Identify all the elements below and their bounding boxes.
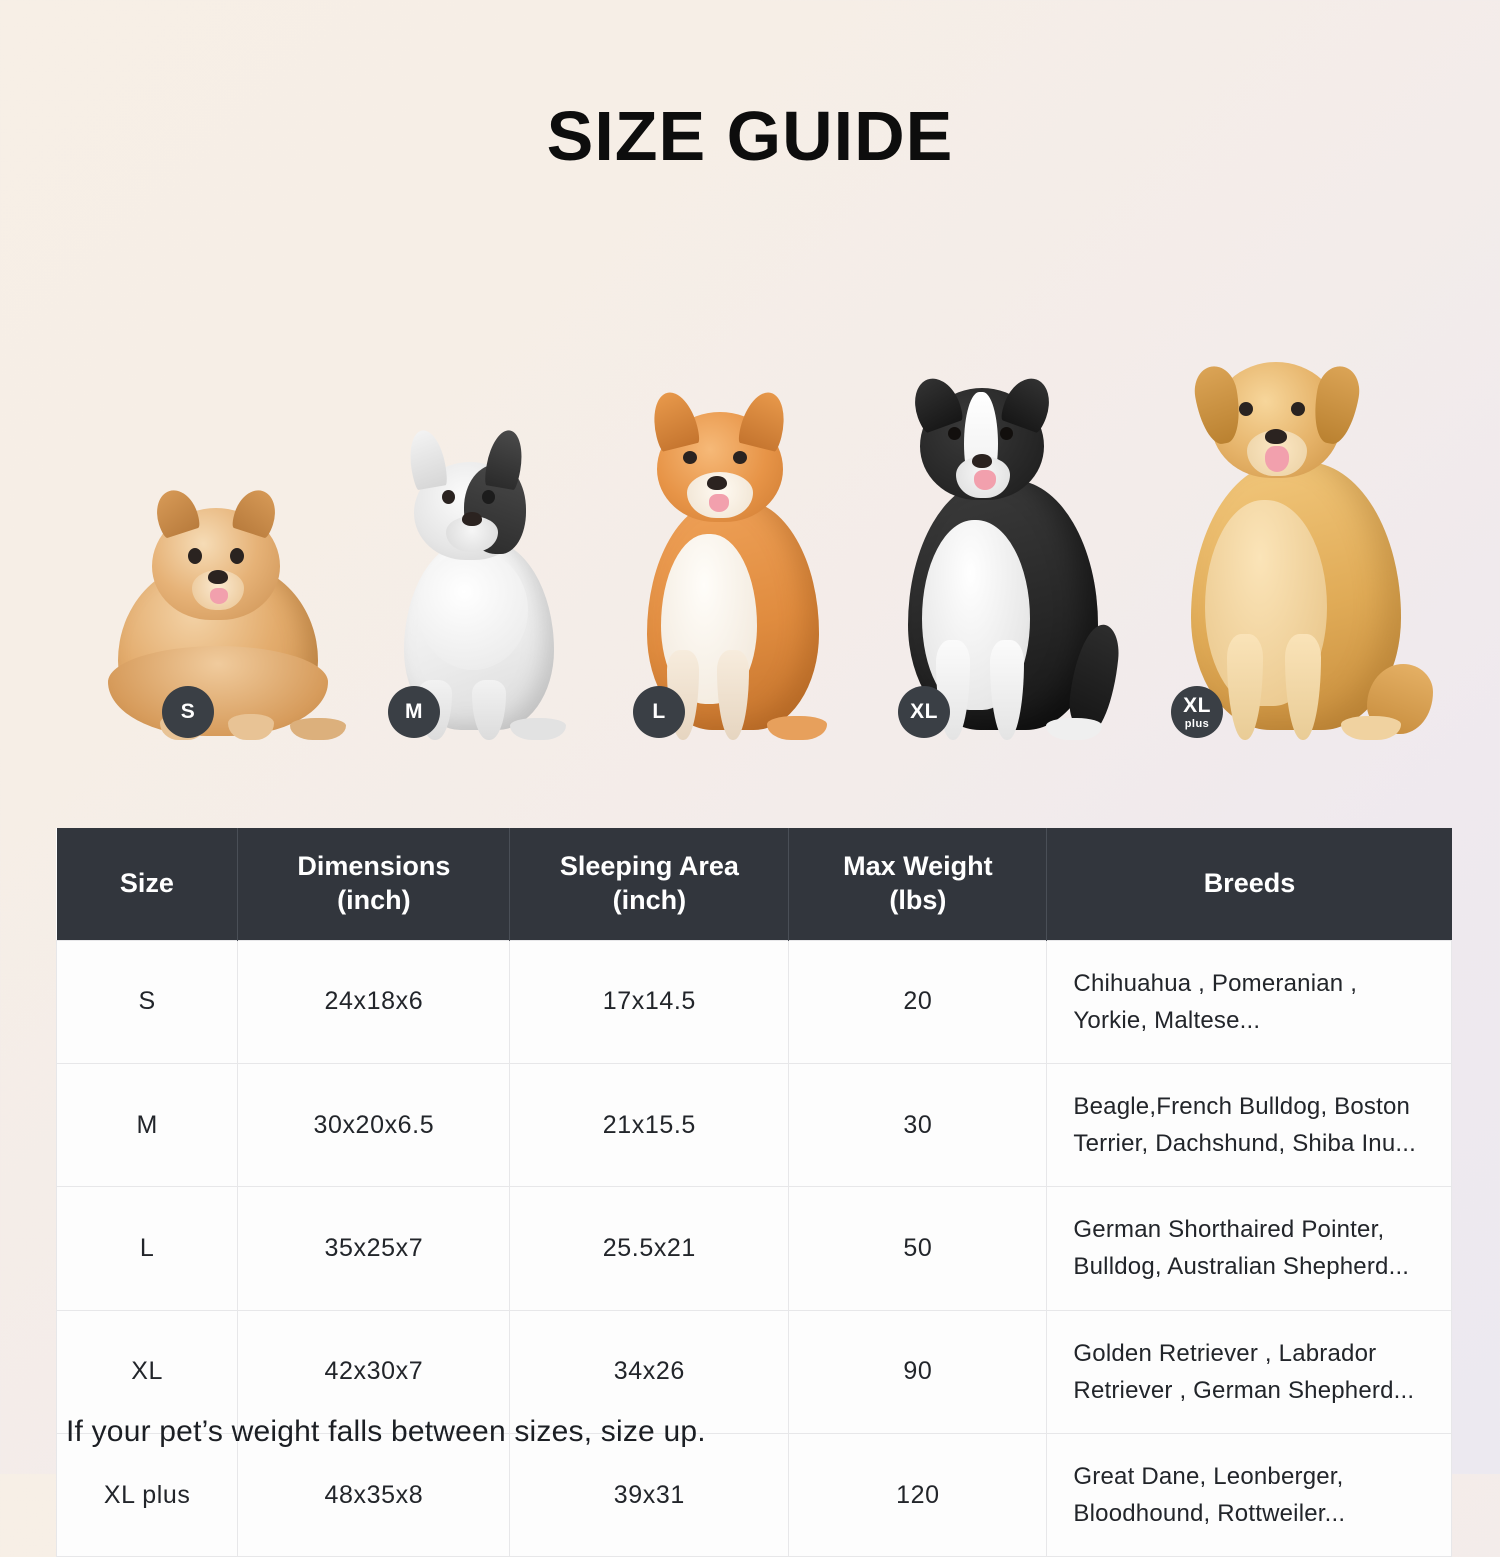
pomeranian-dog-photo xyxy=(100,500,340,740)
column-header-sleeping-area-line1: Sleeping Area xyxy=(559,851,739,881)
dog-s xyxy=(100,500,340,740)
size-badge-sublabel: plus xyxy=(1184,718,1210,730)
cell-sleeping-area: 21x15.5 xyxy=(510,1063,789,1186)
border-collie-photo xyxy=(860,348,1130,740)
cell-dimensions: 24x18x6 xyxy=(238,940,510,1063)
cell-sleeping-area: 39x31 xyxy=(510,1434,789,1557)
table-row xyxy=(57,1187,1452,1310)
cell-breeds-line2: Terrier, Dachshund, Shiba Inu... xyxy=(1073,1130,1417,1158)
column-header-breeds xyxy=(1047,828,1452,940)
size-badge-xl xyxy=(898,686,950,738)
cell-size: XL plus xyxy=(57,1434,238,1557)
table-row xyxy=(57,1434,1452,1557)
cell-size: XL xyxy=(57,1310,238,1433)
cell-sleeping-area: 17x14.5 xyxy=(510,940,789,1063)
cell-max-weight: 20 xyxy=(789,940,1047,1063)
size-badge-label: L xyxy=(652,700,666,723)
size-badge-label: M xyxy=(405,700,423,723)
cell-size: M xyxy=(57,1063,238,1186)
size-badge-m xyxy=(388,686,440,738)
table-header-row xyxy=(57,828,1452,940)
cell-max-weight: 120 xyxy=(789,1434,1047,1557)
cell-breeds xyxy=(1047,940,1452,1063)
column-header-size xyxy=(57,828,238,940)
size-badge-label: XL xyxy=(910,700,938,723)
column-header-dimensions-line2: (inch) xyxy=(337,884,411,915)
cell-breeds-line2: Bloodhound, Rottweiler... xyxy=(1073,1500,1346,1528)
dog-size-illustrations xyxy=(60,320,1440,740)
cell-breeds-line1: Beagle,French Bulldog, Boston xyxy=(1073,1092,1411,1120)
size-badge-xl-plus xyxy=(1171,686,1223,738)
column-header-max-weight-line2: (lbs) xyxy=(889,884,947,915)
column-header-max-weight-line1: Max Weight xyxy=(843,851,993,881)
size-badge-label: XL xyxy=(1183,694,1211,717)
page-title: SIZE GUIDE xyxy=(546,97,954,175)
cell-breeds xyxy=(1047,1187,1452,1310)
cell-breeds-line1: Golden Retriever , Labrador xyxy=(1073,1339,1377,1367)
golden-retriever-photo xyxy=(1135,328,1435,740)
cell-sleeping-area: 25.5x21 xyxy=(510,1187,789,1310)
column-header-sleeping-area xyxy=(510,828,789,940)
column-header-breeds-line1: Breeds xyxy=(1203,867,1296,898)
sizing-footnote: If your pet’s weight falls between sizes, size up. xyxy=(66,1415,706,1448)
cell-breeds-line1: German Shorthaired Pointer, xyxy=(1073,1216,1385,1244)
column-header-max-weight xyxy=(789,828,1047,940)
cell-dimensions: 42x30x7 xyxy=(238,1310,510,1433)
cell-max-weight: 30 xyxy=(789,1063,1047,1186)
shiba-inu-photo xyxy=(595,365,845,740)
cell-max-weight: 50 xyxy=(789,1187,1047,1310)
table-row xyxy=(57,1063,1452,1186)
cell-breeds xyxy=(1047,1310,1452,1433)
size-badge-l xyxy=(633,686,685,738)
dog-m xyxy=(360,430,580,740)
cell-breeds-line2: Yorkie, Maltese... xyxy=(1073,1006,1261,1034)
dog-xl xyxy=(860,348,1130,740)
cell-size: S xyxy=(57,940,238,1063)
cell-breeds-line2: Bulldog, Australian Shepherd... xyxy=(1073,1253,1410,1281)
cell-breeds-line1: Great Dane, Leonberger, xyxy=(1073,1463,1344,1490)
cell-breeds-line1: Chihuahua , Pomeranian , xyxy=(1073,969,1358,997)
cell-breeds-line2: Retriever , German Shepherd... xyxy=(1073,1376,1415,1404)
cell-size: L xyxy=(57,1187,238,1310)
column-header-sleeping-area-line2: (inch) xyxy=(612,884,687,915)
cell-dimensions: 30x20x6.5 xyxy=(238,1063,510,1186)
table-header xyxy=(57,828,1452,940)
column-header-dimensions-line1: Dimensions xyxy=(297,851,451,881)
dog-xl-plus xyxy=(1135,328,1435,740)
size-badge-s xyxy=(162,686,214,738)
table-body xyxy=(57,940,1452,1557)
cell-breeds xyxy=(1047,1063,1452,1186)
cell-dimensions: 35x25x7 xyxy=(238,1187,510,1310)
french-bulldog-photo xyxy=(360,430,580,740)
cell-breeds xyxy=(1047,1434,1452,1557)
cell-sleeping-area: 34x26 xyxy=(510,1310,789,1433)
cell-dimensions: 48x35x8 xyxy=(238,1434,510,1557)
column-header-size-line1: Size xyxy=(119,867,174,898)
column-header-dimensions xyxy=(238,828,510,940)
table-row xyxy=(57,940,1452,1063)
size-badge-label: S xyxy=(180,700,196,723)
cell-max-weight: 90 xyxy=(789,1310,1047,1433)
dog-l xyxy=(595,365,845,740)
